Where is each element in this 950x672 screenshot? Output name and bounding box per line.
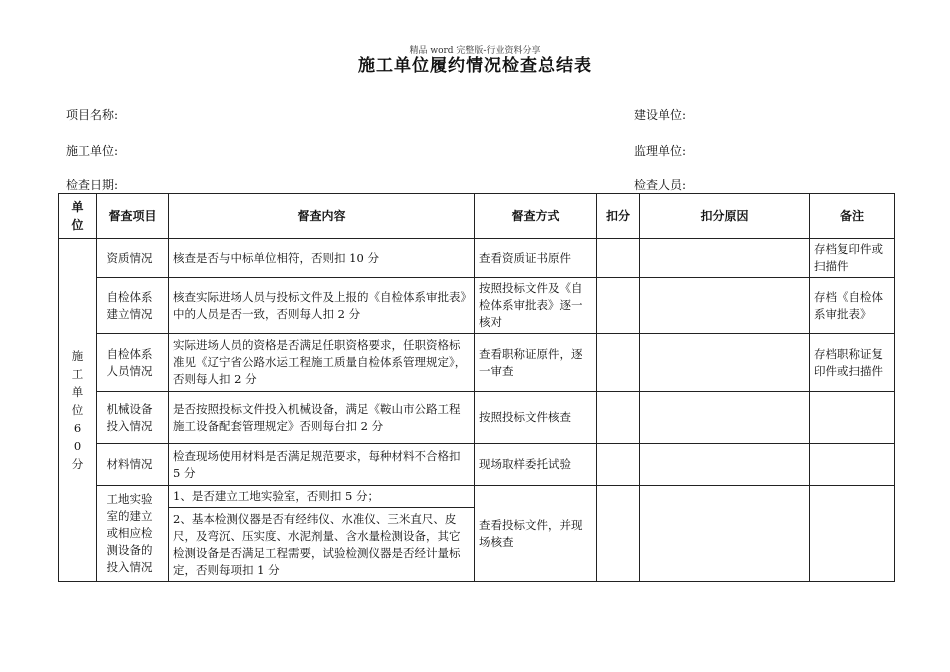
document-title: 施工单位履约情况检查总结表 xyxy=(358,56,592,76)
content-cell: 2、基本检测仪器是否有经纬仪、水准仪、三米直尺、皮尺，及弯沉、压实度、水泥剂量、含水量检测设备，其它检测设备是否满足工程需要，试验检测仪器是否经计量标定，否则每项扣 1 分 xyxy=(169,508,475,582)
reason-cell xyxy=(640,444,810,486)
note-cell xyxy=(810,486,895,582)
item-cell: 机械设备投入情况 xyxy=(97,392,169,444)
method-cell: 按照投标文件及《自检体系审批表》逐一核对 xyxy=(475,278,597,334)
reason-cell xyxy=(640,486,810,582)
supervision-unit-label: 监理单位: xyxy=(634,144,687,158)
method-cell: 现场取样委托试验 xyxy=(475,444,597,486)
item-cell: 工地实验室的建立或相应检测设备的投入情况 xyxy=(97,486,169,582)
method-cell: 查看职称证原件，逐一审查 xyxy=(475,334,597,392)
table-row xyxy=(59,334,895,392)
header-content: 督查内容 xyxy=(169,194,475,239)
note-cell: 存档职称证复印件或扫描件 xyxy=(810,334,895,392)
inspection-table xyxy=(58,193,895,582)
project-name-label: 项目名称: xyxy=(66,108,119,122)
header-deduct: 扣分 xyxy=(597,194,640,239)
unit-cell: 施工单位60分 xyxy=(59,239,97,582)
table-row xyxy=(59,239,895,278)
inspector-label: 检查人员: xyxy=(634,178,687,192)
method-cell: 按照投标文件核查 xyxy=(475,392,597,444)
table-row xyxy=(59,486,895,508)
deduct-cell xyxy=(597,334,640,392)
table-header-row xyxy=(59,194,895,239)
reason-cell xyxy=(640,239,810,278)
header-unit: 单位 xyxy=(59,194,97,239)
content-cell: 1、是否建立工地实验室，否则扣 5 分； xyxy=(169,486,475,508)
reason-cell xyxy=(640,392,810,444)
content-cell: 实际进场人员的资格是否满足任职资格要求，任职资格标准见《辽宁省公路水运工程施工质量自检体系管理规定》，否则每人扣 2 分 xyxy=(169,334,475,392)
header-note: 精品 word 完整版-行业资料分享 xyxy=(409,46,541,56)
note-cell: 存档《自检体系审批表》 xyxy=(810,278,895,334)
construction-unit-label: 建设单位: xyxy=(634,108,687,122)
header-reason: 扣分原因 xyxy=(640,194,810,239)
content-cell: 检查现场使用材料是否满足规范要求，每种材料不合格扣 5 分 xyxy=(169,444,475,486)
deduct-cell xyxy=(597,444,640,486)
header-item: 督查项目 xyxy=(97,194,169,239)
item-cell: 资质情况 xyxy=(97,239,169,278)
reason-cell xyxy=(640,334,810,392)
item-cell: 材料情况 xyxy=(97,444,169,486)
deduct-cell xyxy=(597,392,640,444)
content-cell: 是否按照投标文件投入机械设备，满足《鞍山市公路工程施工设备配套管理规定》否则每台扣 2 分 xyxy=(169,392,475,444)
content-cell: 核查是否与中标单位相符，否则扣 10 分 xyxy=(169,239,475,278)
contractor-label: 施工单位: xyxy=(66,144,119,158)
item-cell: 自检体系人员情况 xyxy=(97,334,169,392)
reason-cell xyxy=(640,278,810,334)
method-cell: 查看资质证书原件 xyxy=(475,239,597,278)
header-note: 备注 xyxy=(810,194,895,239)
deduct-cell xyxy=(597,239,640,278)
method-cell: 查看投标文件，并现场核查 xyxy=(475,486,597,582)
deduct-cell xyxy=(597,278,640,334)
table-row xyxy=(59,444,895,486)
item-cell: 自检体系建立情况 xyxy=(97,278,169,334)
table-row xyxy=(59,278,895,334)
header-method: 督查方式 xyxy=(475,194,597,239)
content-cell: 核查实际进场人员与投标文件及上报的《自检体系审批表》中的人员是否一致，否则每人扣 2 分 xyxy=(169,278,475,334)
check-date-label: 检查日期: xyxy=(66,178,119,192)
note-cell xyxy=(810,392,895,444)
table-row xyxy=(59,392,895,444)
note-cell xyxy=(810,444,895,486)
deduct-cell xyxy=(597,486,640,582)
note-cell: 存档复印件或扫描件 xyxy=(810,239,895,278)
